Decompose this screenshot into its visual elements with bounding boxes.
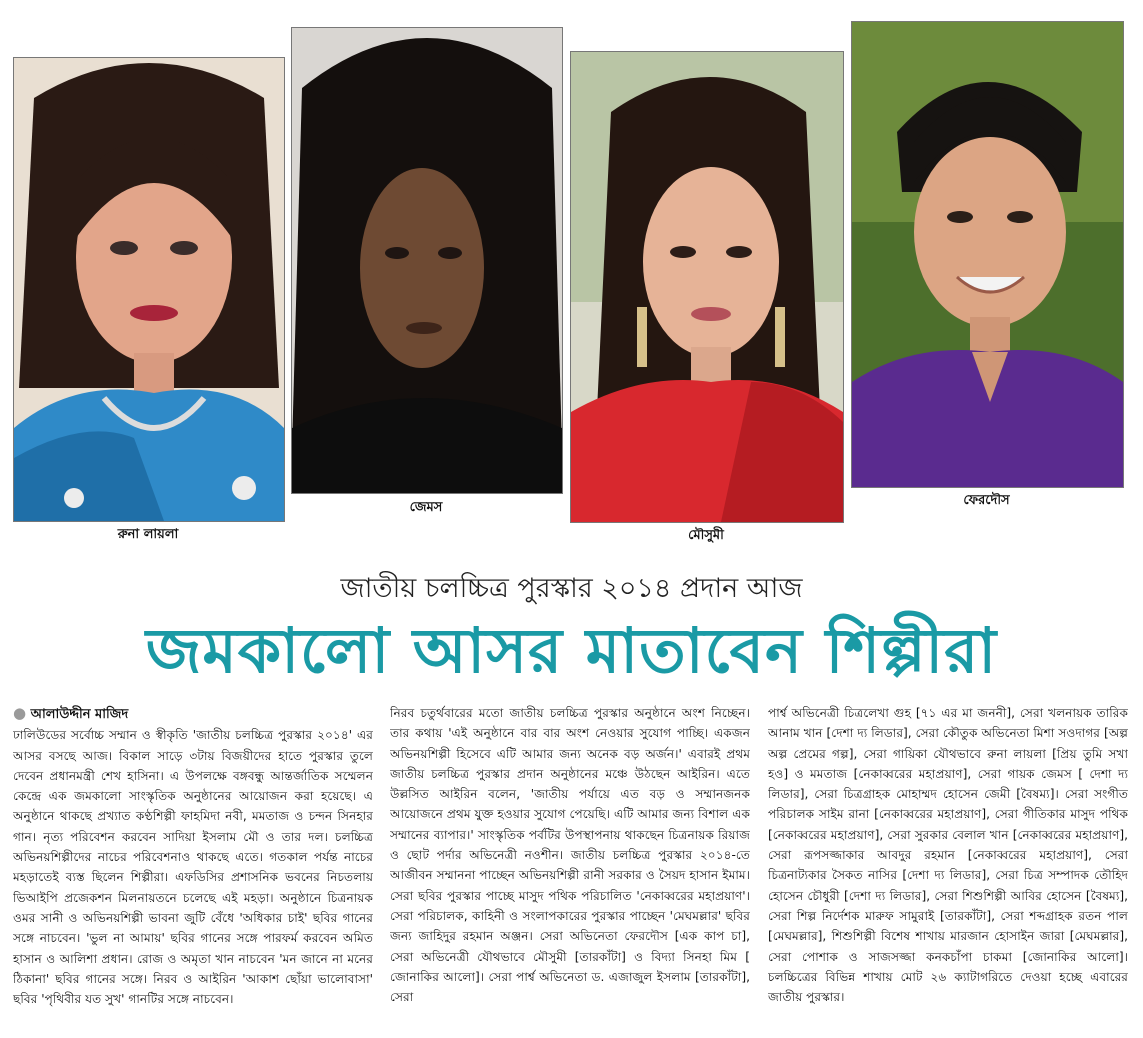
portrait-woman-red-sari <box>571 52 843 522</box>
photo-caption: রুনা লায়লা <box>117 527 179 542</box>
photo-caption: ফেরদৌস <box>963 493 1010 508</box>
photo-caption: জেমস <box>409 500 443 515</box>
article-column-2 <box>390 703 750 1033</box>
portrait-man-purple-shirt <box>852 22 1123 487</box>
byline <box>13 703 373 725</box>
photo-moushumi <box>570 51 844 523</box>
article-column-3 <box>768 703 1128 1033</box>
article-subheadline: জাতীয় চলচ্চিত্র পুরস্কার ২০১৪ প্রদান আজ <box>340 573 803 604</box>
article-paragraph: নিরব চতুর্থবারের মতো জাতীয় চলচ্চিত্র পুরস্কার অনুষ্ঠানে অংশ নিচ্ছেন। তার কথায় 'এই অনুষ্ঠানে বার বার অংশ নেওয়ার সুযোগ পাচ্ছি। একজন অভিনয়শিল্পী হিসেবে এটি আমার জন্য অনেক বড় অর্জন।' এবারই প্রথম জাতীয় চলচ্চিত্র পুরস্কার প্রদান অনুষ্ঠানের মঞ্চে উঠছেন আইরিন। এতে উল্লসিত আইরিন বলেন, 'জাতীয় পর্যায়ে এত বড় ও সম্মানজনক আয়োজনে প্রথম যুক্ত হওয়ার সুযোগ পেয়েছি। এটি আমার জন্য বিশাল এক সম্মানের ব্যাপার।' সাংস্কৃতিক পর্বটির উপস্থাপনায় থাকছেন চিত্রনায়ক রিয়াজ ও ছোট পর্দার অভিনেত্রী নওশীন। জাতীয় চলচ্চিত্র পুরস্কার ২০১৪-তে আজীবন সম্মাননা পাচ্ছেন অভিনয়শিল্পী রানী সরকার ও সৈয়দ হাসান ইমাম। সেরা ছবির পুরস্কার পাচ্ছে মাসুদ পথিক পরিচালিত 'নেকাব্বরের মহাপ্রয়াণ'। সেরা পরিচালক, কাহিনী ও সংলাপকারের পুরস্কার পাচ্ছেন 'মেঘমল্লার' ছবির জন্য জাহিদুর রহমান অঞ্জন। সেরা অভিনেতা ফেরদৌস [এক কাপ চা], সেরা অভিনেত্রী যৌথভাবে মৌসুমী [তারকাঁটা] ও বিদ্যা সিনহা মিম [ জোনাকির আলো]। সেরা পার্শ্ব অভিনেতা ড. এজাজুল ইসলাম [তারকাঁটা], সেরা <box>390 706 750 1005</box>
portrait-man-long-hair <box>292 28 562 493</box>
photo-caption: মৌসুমী <box>688 528 724 543</box>
photo-ferdous <box>851 21 1124 488</box>
article-paragraph: পার্শ্ব অভিনেত্রী চিত্রলেখা গুহ [৭১ এর মা জননী], সেরা খলনায়ক তারিক আনাম খান [দেশা দ্য লিডার], সেরা কৌতুক অভিনেতা মিশা সওদাগর [অল্প অল্প প্রেমের গল্প], সেরা গায়িকা যৌথভাবে রুনা লায়লা [প্রিয় তুমি সখা হও] ও মমতাজ [নেকাব্বরের মহাপ্রয়াণ], সেরা গায়ক জেমস [ দেশা দ্য লিডার], সেরা চিত্রগ্রাহক মোহাম্মদ হোসেন জেমী [বৈষম্য]। সেরা সংগীত পরিচালক সাইম রানা [নেকাব্বরের মহাপ্রয়াণ], সেরা গীতিকার মাসুদ পথিক [নেকাব্বরের মহাপ্রয়াণ], সেরা সুরকার বেলাল খান [নেকাব্বরের মহাপ্রয়াণ], সেরা রূপসজ্জাকার আবদুর রহমান [নেকাব্বরের মহাপ্রয়াণ], সেরা চিত্রনাট্যকার সৈকত নাসির [দেশা দ্য লিডার], সেরা চিত্র সম্পাদক তৌহিদ হোসেন চৌধুরী [দেশা দ্য লিডার], সেরা শিশুশিল্পী আবির হোসেন [বৈষম্য], সেরা শিল্প নির্দেশক মারুফ সামুরাই [তারকাঁটা], সেরা শব্দগ্রাহক রতন পাল [মেঘমল্লার], শিশুশিল্পী বিশেষ শাখায় মারজান হোসাইন জারা [মেঘমল্লার], সেরা পোশাক ও সাজসজ্জা কনকচাঁপা চাকমা [জোনাকির আলো]। চলচ্চিত্রের বিভিন্ন শাখায় মোট ২৬ ক্যাটাগরিতে দেওয়া হচ্ছে এবারের জাতীয় পুরস্কার। <box>768 706 1128 1005</box>
bullet-icon: ● <box>13 704 27 722</box>
byline-author: আলাউদ্দীন মাজিদ <box>30 707 129 722</box>
photo-james <box>291 27 563 494</box>
photo-runa-laila <box>13 57 285 522</box>
article-headline: জমকালো আসর মাতাবেন শিল্পীরা <box>145 614 998 687</box>
article-paragraph: ঢালিউডের সর্বোচ্চ সম্মান ও স্বীকৃতি 'জাতীয় চলচ্চিত্র পুরস্কার ২০১৪' এর আসর বসছে আজ। বিকাল সাড়ে ৩টায় বিজয়ীদের হাতে পুরস্কার তুলে দেবেন প্রধানমন্ত্রী শেখ হাসিনা। এ উপলক্ষে বঙ্গবন্ধু আন্তর্জাতিক সম্মেলন কেন্দ্রে এক জমকালো সাংস্কৃতিক অনুষ্ঠানের আয়োজন করা হয়েছে। এ অনুষ্ঠানে থাকছে প্রখ্যাত কণ্ঠশিল্পী ফাহমিদা নবী, মমতাজ ও চন্দন সিনহার গান। নৃত্য পরিবেশন করবেন সাদিয়া ইসলাম মৌ ও তার দল। চলচ্চিত্র অভিনয়শিল্পীদের নাচের পরিবেশনাও থাকছে এতে। গতকাল পর্যন্ত নাচের মহড়াতেই ব্যস্ত ছিলেন শিল্পীরা। এফডিসির প্রশাসনিক ভবনের নিচতলায় ভিআইপি প্রজেকশন মিলনায়তনে চলেছে এই মহড়া। অনুষ্ঠানে চিত্রনায়ক ওমর সানী ও অভিনয়শিল্পী ভাবনা জুটি বেঁধে 'অধিকার চাই' ছবির গানের সঙ্গে নাচবেন। 'ভুল না আমায়' ছবির গানের সঙ্গে পারফর্ম করবেন অমিত হাসান ও আলিশা প্রধান। রোজ ও অমৃতা খান নাচবেন 'মন জানে না মনের ঠিকানা' ছবির গানের সঙ্গে। নিরব ও আইরিন 'আকাশ ছোঁয়া ভালোবাসা' ছবির 'পৃথিবীর যত সুখ' গানটির সঙ্গে নাচবেন। <box>13 728 373 1007</box>
article-column-1 <box>13 703 373 1033</box>
portrait-woman-blue-sari <box>14 58 284 521</box>
